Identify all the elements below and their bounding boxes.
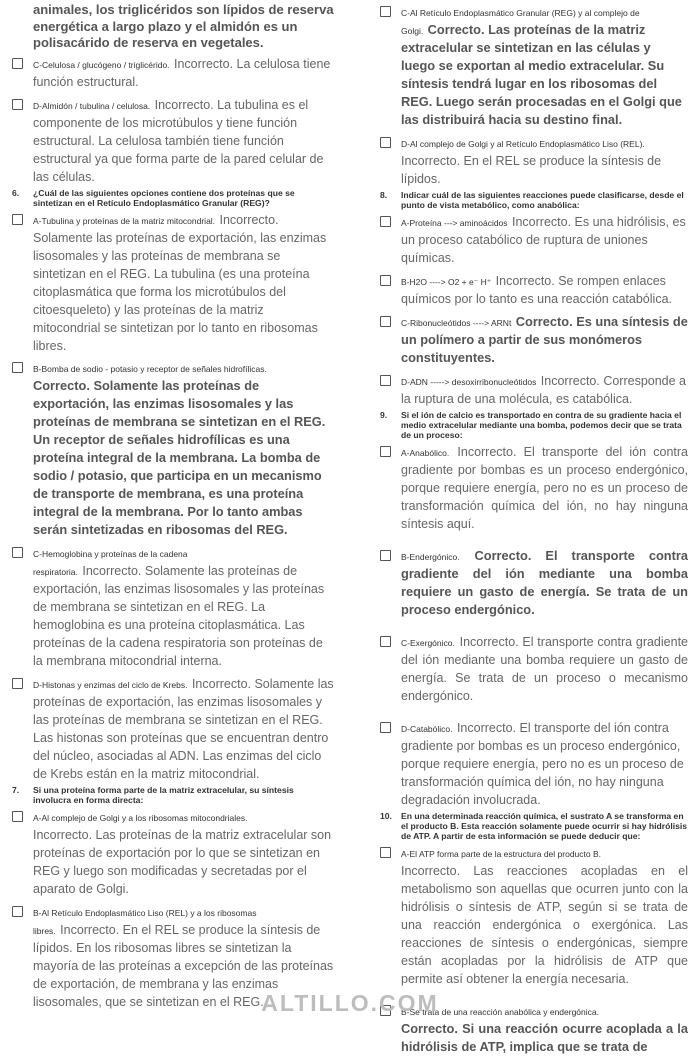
option-checkbox[interactable] — [12, 58, 23, 69]
question-number: 8. — [380, 190, 388, 200]
question-number: 6. — [12, 187, 20, 198]
option-label-continued: libres. — [33, 925, 56, 936]
option-label: C-Al Retículo Endoplasmático Granular (REG) y al complejo de — [401, 8, 640, 18]
option-feedback: Incorrecto. En el REL se produce la síntesis de lípidos. En los ribosomas libres se sintetizan la mayoría de las proteínas a excepción de las proteínas de exportación, de membrana y las enzimas lisosomales, que se sintetizan en el REG. — [33, 922, 334, 1009]
option-feedback: Incorrecto. Las proteínas de la matriz extracelular son proteínas de exportación por lo que se sintetizan en REG y luego son modificadas y secretadas por el aparato de Golgi. — [33, 827, 332, 896]
question-text: En una determinada reacción química, el sustrato A se transforma en el producto B. Esta reacción solamente puede ocurrir si hay hidrólisis de ATP. A partir de esta información se puede deducir que: — [401, 811, 688, 841]
option-6a[interactable] — [12, 211, 334, 355]
option-feedback: Correcto. Si una reacción ocurre acoplada a la hidrólisis de ATP, implica que se trata de — [401, 1021, 688, 1054]
option-label: A-El ATP forma parte de la estructura del producto B. — [401, 849, 602, 859]
option-label: B-Endergónico. — [401, 552, 460, 562]
question-text: ¿Cuál de las siguientes opciones contiene dos proteínas que se sintetizan en el Retículo Endoplasmático Granular (REG)? — [33, 187, 295, 208]
option-7c[interactable] — [380, 3, 688, 129]
option-feedback: Incorrecto. La celulosa tiene función estructural. — [33, 56, 331, 89]
option-6d[interactable] — [12, 675, 334, 783]
option-feedback: Incorrecto. En el REL se produce la síntesis de lípidos. — [401, 154, 662, 186]
option-feedback: Incorrecto. El transporte del ión contra gradiente por bombas es un proceso endergónico, porque requiere energía, pero no es un proceso de transformación química del ión, no hay ninguna síntesis aquí. — [401, 445, 688, 531]
option-6b[interactable] — [12, 359, 334, 539]
option-checkbox[interactable] — [12, 362, 23, 373]
question-number: 9. — [380, 410, 388, 420]
option-checkbox[interactable] — [380, 847, 391, 858]
continued-text: animales, los triglicéridos son lípidos de reserva energética a largo plazo y el almidón es un polisacárido de reserva en vegetales. — [33, 2, 334, 50]
option-feedback: Correcto. Solamente las proteínas de exportación, las enzimas lisosomales y las proteínas de membrana se sintetizan en el REG. Un receptor de señales hidrofílicas es una proteína integral de la membrana. La bomba de sodio / potasio, que participa en un mecanismo de transporte de membrana, es una proteína integral de la membrana. Por lo tanto ambas serán sintetizadas en ribosomas del REG. — [33, 377, 326, 537]
option-label: C-Exergónico. — [401, 638, 455, 648]
option-label: B-H2O ----> O2 + e⁻ H⁺ — [401, 277, 492, 287]
question-7 — [12, 785, 334, 805]
option-label: D-Histonas y enzimas del ciclo de Krebs. — [33, 679, 188, 690]
watermark-logo: ALTILLO.COM — [261, 990, 439, 1016]
option-feedback: Incorrecto. Solamente las proteínas de exportación, las enzimas lisosomales y las proteínas de membrana se sintetizan en el REG. La tubulina (es una proteína citoplasmática que forma los microtúbulos del citoesqueleto) y las proteínas de la matriz mitocondrial se sintetizan por lo tanto en ribosomas libres. — [33, 212, 327, 353]
option-checkbox[interactable] — [12, 906, 23, 917]
option-feedback: Correcto. Las proteínas de la matriz extracelular se sintetizan en las células y luego se exportan al medio extracelular. Su síntesis tendrá lugar en los ribosomas del REG. Luego serán procesadas en el Golgi que las distribuirá hacia su destino final. — [401, 22, 682, 127]
question-9 — [380, 410, 688, 440]
option-8b[interactable] — [380, 272, 688, 308]
option-label: A-Tubulina y proteínas de la matriz mitocondrial. — [33, 215, 216, 226]
option-checkbox[interactable] — [380, 216, 391, 227]
option-feedback: Incorrecto. El transporte del ión contra gradiente por bombas es un proceso endergónico, porque requiere energía, pero no es un proceso de transformación química del ión, no hay ninguna degradación involucrada. — [401, 721, 684, 807]
option-checkbox[interactable] — [380, 6, 391, 17]
option-feedback: Correcto. Es una síntesis de un polímero a partir de sus monómeros constituyentes. — [401, 314, 688, 365]
question-6 — [12, 188, 334, 208]
option-label: D-Al complejo de Golgi y al Retículo Endoplasmático Liso (REL). — [401, 139, 645, 149]
option-label: C-Celulosa / glucógeno / triglicérido. — [33, 59, 170, 70]
option-feedback: Incorrecto. Las reacciones acopladas en el metabolismo son aquellas que ocurren junto con la hidrólisis o síntesis de ATP, según si se trata de una reacción endergónica o exergónica. Las reacciones de síntesis o endergónicas, siempre están acopladas por la hidrólisis de ATP que permite así obtener la energía necesaria. — [401, 864, 688, 986]
option-8d[interactable] — [380, 372, 688, 408]
option-9c[interactable] — [380, 633, 688, 705]
option-feedback: Incorrecto. Es una hidrólisis, es un proceso catabólico de ruptura de uniones químicas. — [401, 215, 686, 265]
question-number: 10. — [380, 811, 392, 821]
option-7d[interactable] — [380, 134, 688, 188]
option-9a[interactable] — [380, 443, 688, 533]
option-checkbox[interactable] — [12, 678, 23, 689]
option-6c[interactable] — [12, 544, 334, 670]
option-feedback: Incorrecto. Corresponde a la ruptura de una molécula, es catabólica. — [401, 374, 687, 406]
option-checkbox[interactable] — [380, 375, 391, 386]
option-label: B-Se trata de una reacción anabólica y endergónica. — [401, 1007, 599, 1017]
option-checkbox[interactable] — [380, 446, 391, 457]
option-checkbox[interactable] — [380, 636, 391, 647]
option-checkbox[interactable] — [12, 547, 23, 558]
option-8c[interactable] — [380, 313, 688, 367]
option-checkbox[interactable] — [12, 214, 23, 225]
option-checkbox[interactable] — [380, 316, 391, 327]
question-10 — [380, 811, 688, 841]
option-label: A-Al complejo de Golgi y a los ribosomas mitocondriales. — [33, 812, 248, 823]
option-checkbox[interactable] — [12, 99, 23, 110]
option-feedback: Incorrecto. Solamente las proteínas de exportación, las enzimas lisosomales y las proteínas de membrana se sintetizan en el REG. Las histonas son proteínas que se encuentran dentro del núcleo, asociadas al ADN. Las enzimas del ciclo de Krebs están en la matriz mitocondrial. — [33, 676, 334, 781]
option-checkbox[interactable] — [380, 275, 391, 286]
option-checkbox[interactable] — [12, 811, 23, 822]
option-label: B-Al Retículo Endoplasmático Liso (REL) y a los ribosomas — [33, 907, 257, 918]
question-text: Si el ión de calcio es transportado en contra de su gradiente hacia el medio extracelular mediante una bomba, podemos decir que se trata de un proceso: — [401, 410, 682, 440]
option-9b[interactable] — [380, 547, 688, 619]
option-7a[interactable] — [12, 808, 334, 898]
option-9d[interactable] — [380, 719, 688, 809]
question-number: 7. — [12, 784, 20, 795]
option-feedback: Correcto. El transporte contra gradiente del ión mediante una bomba requiere un gasto de energía. Se trata de un proceso endergónico. — [401, 548, 688, 617]
option-label: A-Anabólico. — [401, 448, 450, 458]
option-label: C-Ribonucleótidos ----> ARNt — [401, 318, 512, 328]
left-column — [12, 0, 334, 1011]
option-feedback: Incorrecto. El transporte contra gradiente del ión mediante una bomba requiere un gasto de energía. Se trata de un proceso o mecanismo endergónico. — [401, 635, 688, 703]
option-label: D-Catabólico. — [401, 724, 453, 734]
option-checkbox[interactable] — [380, 550, 391, 561]
option-5c[interactable] — [12, 55, 334, 91]
option-10a[interactable] — [380, 844, 688, 988]
option-checkbox[interactable] — [380, 722, 391, 733]
option-label: B-Bomba de sodio - potasio y receptor de señales hidrofílicas. — [33, 363, 267, 374]
option-feedback: Incorrecto. Se rompen enlaces químicos por lo tanto es una reacción catabólica. — [401, 274, 672, 306]
question-8 — [380, 190, 688, 210]
option-label: C-Hemoglobina y proteínas de la cadena — [33, 548, 188, 559]
option-label-continued: Golgi. — [401, 26, 424, 36]
option-label-continued: respiratoria. — [33, 566, 78, 577]
right-column — [380, 0, 688, 1056]
option-feedback: Incorrecto. Solamente las proteínas de exportación, las enzimas lisosomales y las proteínas de membrana se sintetizan en el REG. La hemoglobina es una proteína citoplasmática. Las proteínas de la cadena respiratoria son proteínas de la membrana mitocondrial interna. — [33, 563, 325, 668]
question-text: Indicar cuál de las siguientes reacciones puede clasificarse, desde el punto de vista metabólico, como anabólica: — [401, 190, 684, 210]
option-5d[interactable] — [12, 96, 334, 186]
option-label: D-Almidón / tubulina / celulosa. — [33, 100, 151, 111]
option-checkbox[interactable] — [380, 137, 391, 148]
question-text: Si una proteína forma parte de la matriz extracelular, su síntesis involucra en forma directa: — [33, 784, 294, 805]
option-feedback: Incorrecto. La tubulina es el componente de los microtúbulos y tiene función estructural. La celulosa también tiene función estructural ya que forma parte de la pared celular de las células. — [33, 97, 324, 184]
option-label: A-Proteína ---> aminoácidos — [401, 218, 508, 228]
option-8a[interactable] — [380, 213, 688, 267]
option-label: D-ADN -----> desoxirribonucleótidos — [401, 377, 537, 387]
